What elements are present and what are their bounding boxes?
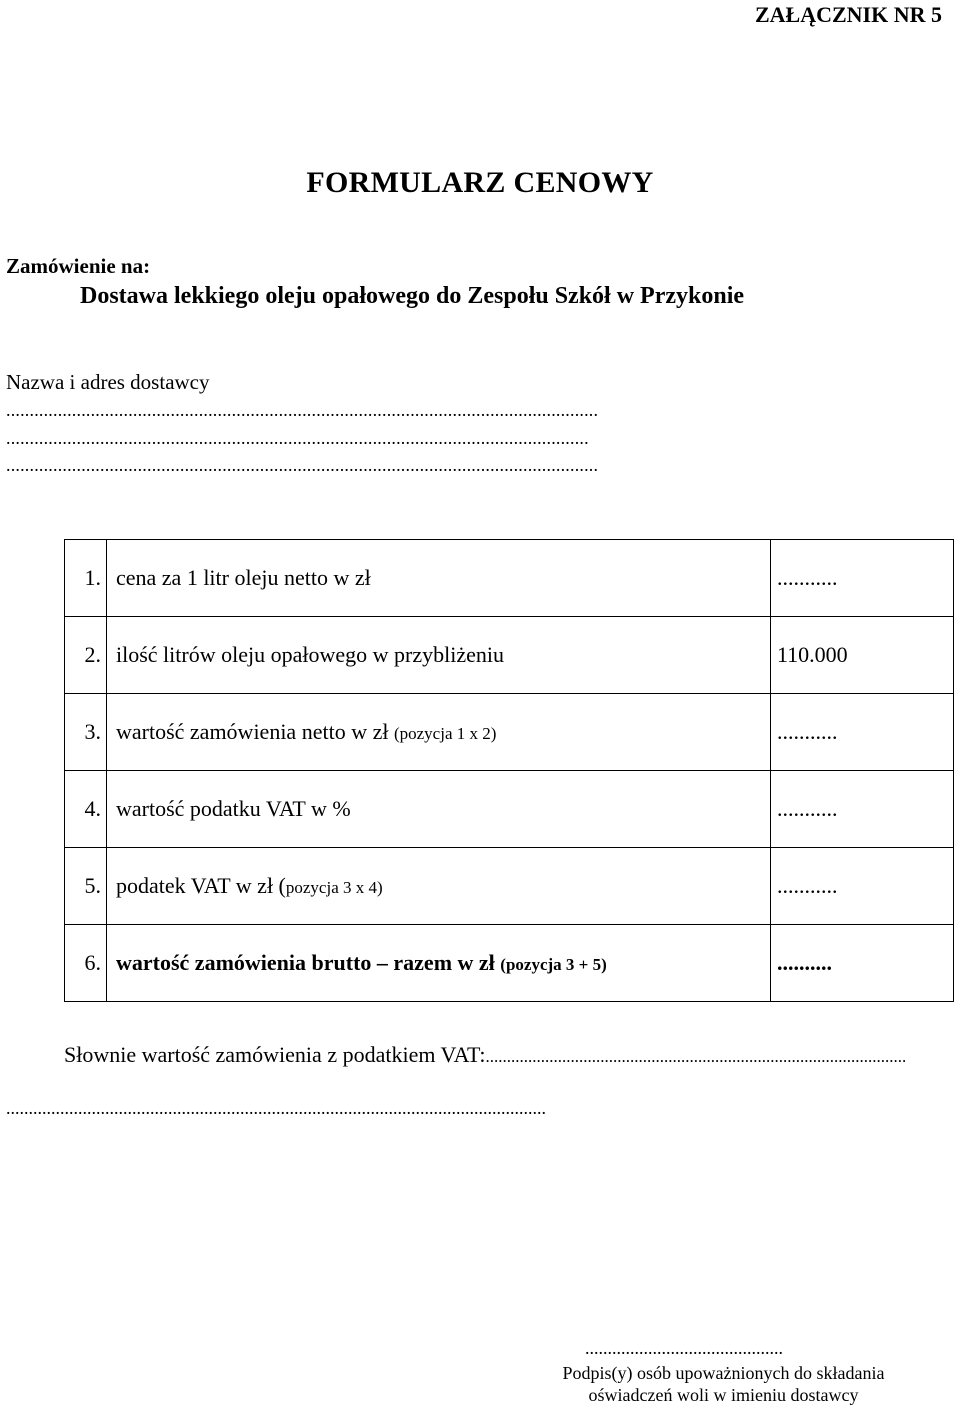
row-number: 6.: [65, 925, 107, 1002]
row-value-field[interactable]: ...........: [771, 694, 954, 771]
row-number: 3.: [65, 694, 107, 771]
supplier-line-3[interactable]: ..............................................................................................................................: [6, 455, 599, 475]
row-label-text: wartość podatku VAT w %: [116, 796, 351, 821]
row-number: 1.: [65, 540, 107, 617]
amount-in-words: [64, 1042, 906, 1068]
annex-number: ZAŁĄCZNIK NR 5: [754, 2, 942, 27]
row-value-field[interactable]: ...........: [771, 771, 954, 848]
supplier-label: Nazwa i adres dostawcy: [6, 370, 210, 394]
supplier-line-1[interactable]: ..............................................................................................................................: [6, 400, 599, 420]
row-label: [107, 848, 771, 925]
row-number: 2.: [65, 617, 107, 694]
price-table: [64, 539, 954, 1002]
row-value: 110.000: [771, 617, 954, 694]
row-value-field[interactable]: ..........: [771, 925, 954, 1002]
row-label-text: wartość zamówienia brutto – razem w zł: [116, 950, 501, 975]
signature-caption: Podpis(y) osób upoważnionych do składania oświadczeń woli w imieniu dostawcy: [562, 1363, 885, 1405]
page-title: FORMULARZ CENOWY: [306, 166, 654, 199]
row-label-note: pozycja 3 x 4): [285, 878, 383, 897]
order-subject: Dostawa lekkiego oleju opałowego do Zespołu Szkół w Przykonie: [80, 283, 745, 309]
row-value-field[interactable]: ...........: [771, 848, 954, 925]
row-label: [107, 617, 771, 694]
row-label-text: cena za 1 litr oleju netto w zł: [116, 565, 371, 590]
row-value-field[interactable]: ...........: [771, 540, 954, 617]
table-row: [65, 694, 954, 771]
row-label-text: podatek VAT w zł (: [116, 873, 286, 898]
row-label-text: ilość litrów oleju opałowego w przybliżeniu: [116, 642, 504, 667]
row-label-text: wartość zamówienia netto w zł: [116, 719, 394, 744]
row-label-note: (pozycja 1 x 2): [393, 724, 497, 743]
row-label-note: (pozycja 3 + 5): [500, 955, 607, 974]
order-label: Zamówienie na:: [6, 254, 151, 278]
row-label: [107, 694, 771, 771]
table-row: [65, 771, 954, 848]
supplier-line-2[interactable]: ............................................................................................................................: [6, 428, 589, 448]
signature-field[interactable]: ............................................: [585, 1338, 783, 1358]
row-number: 5.: [65, 848, 107, 925]
row-label: [107, 771, 771, 848]
table-row: [65, 617, 954, 694]
table-row: [65, 925, 954, 1002]
table-row: [65, 540, 954, 617]
row-label: [107, 540, 771, 617]
amount-in-words-line-2[interactable]: ........................................................................................................................: [6, 1098, 546, 1118]
amount-in-words-field[interactable]: ...................................................................................................: [485, 1047, 907, 1066]
row-number: 4.: [65, 771, 107, 848]
table-row: [65, 848, 954, 925]
row-label: [107, 925, 771, 1002]
amount-in-words-label: Słownie wartość zamówienia z podatkiem VAT:: [64, 1042, 486, 1067]
